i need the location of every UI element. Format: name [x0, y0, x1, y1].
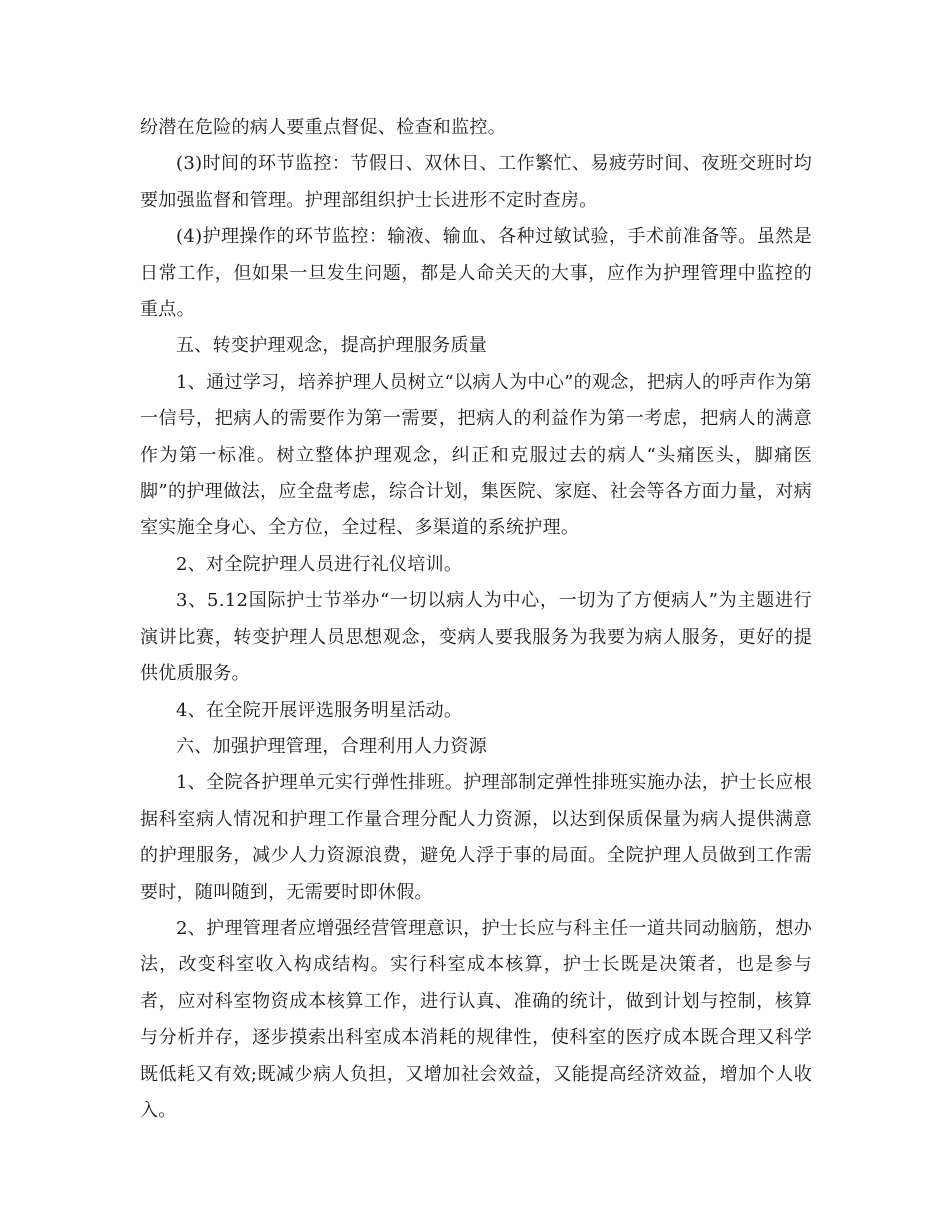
paragraph: (4)护理操作的环节监控：输液、输血、各种过敏试验，手术前准备等。虽然是日常工作，但如果一旦发生问题，都是人命关天的大事，应作为护理管理中监控的重点。: [140, 226, 812, 321]
paragraph: 1、通过学习，培养护理人员树立“以病人为中心”的观念，把病人的呼声作为第一信号，把病人的需要作为第一需要，把病人的利益作为第一考虑，把病人的满意作为第一标准。树立整体护理观念，纠正和克服过去的病人“头痛医头，脚痛医脚”的护理做法，应全盘考虑，综合计划，集医院、家庭、社会等各方面力量，对病室实施全身心、全方位，全过程、多渠道的系统护理。: [140, 371, 812, 539]
section-heading: 五、转变护理观念，提高护理服务质量: [176, 335, 488, 357]
paragraph: 3、5.12国际护士节举办“一切以病人为中心，一切为了方便病人”为主题进行演讲比赛，转变护理人员思想观念，变病人要我服务为我要为病人服务，更好的提供优质服务。: [140, 590, 812, 685]
paragraph: 1、全院各护理单元实行弹性排班。护理部制定弹性排班实施办法，护士长应根据科室病人情况和护理工作量合理分配人力资源，以达到保质保量为病人提供满意的护理服务，减少人力资源浪费，避免人浮于事的局面。全院护理人员做到工作需要时，随叫随到，无需要时即休假。: [140, 772, 812, 903]
document-body: [140, 110, 812, 1129]
paragraph: 2、对全院护理人员进行礼仪培训。: [176, 553, 463, 575]
paragraph: 2、护理管理者应增强经营管理意识，护士长应与科主任一道共同动脑筋，想办法，改变科室收入构成结构。实行科室成本核算，护士长既是决策者，也是参与者，应对科室物资成本核算工作，进行认真、准确的统计，做到计划与控制，核算与分析并存，逐步摸索出科室成本消耗的规律性，使科室的医疗成本既合理又科学既低耗又有效;既减少病人负担，又增加社会效益，又能提高经济效益，增加个人收入。: [140, 917, 812, 1121]
paragraph: 纷潜在危险的病人要重点督促、检查和监控。: [140, 117, 506, 138]
section-heading: 六、加强护理管理，合理利用人力资源: [176, 735, 488, 757]
paragraph: 4、在全院开展评选服务明星活动。: [176, 699, 463, 721]
paragraph: (3)时间的环节监控：节假日、双休日、工作繁忙、易疲劳时间、夜班交班时均要加强监督和管理。护理部组织护士长进形不定时查房。: [140, 153, 812, 211]
